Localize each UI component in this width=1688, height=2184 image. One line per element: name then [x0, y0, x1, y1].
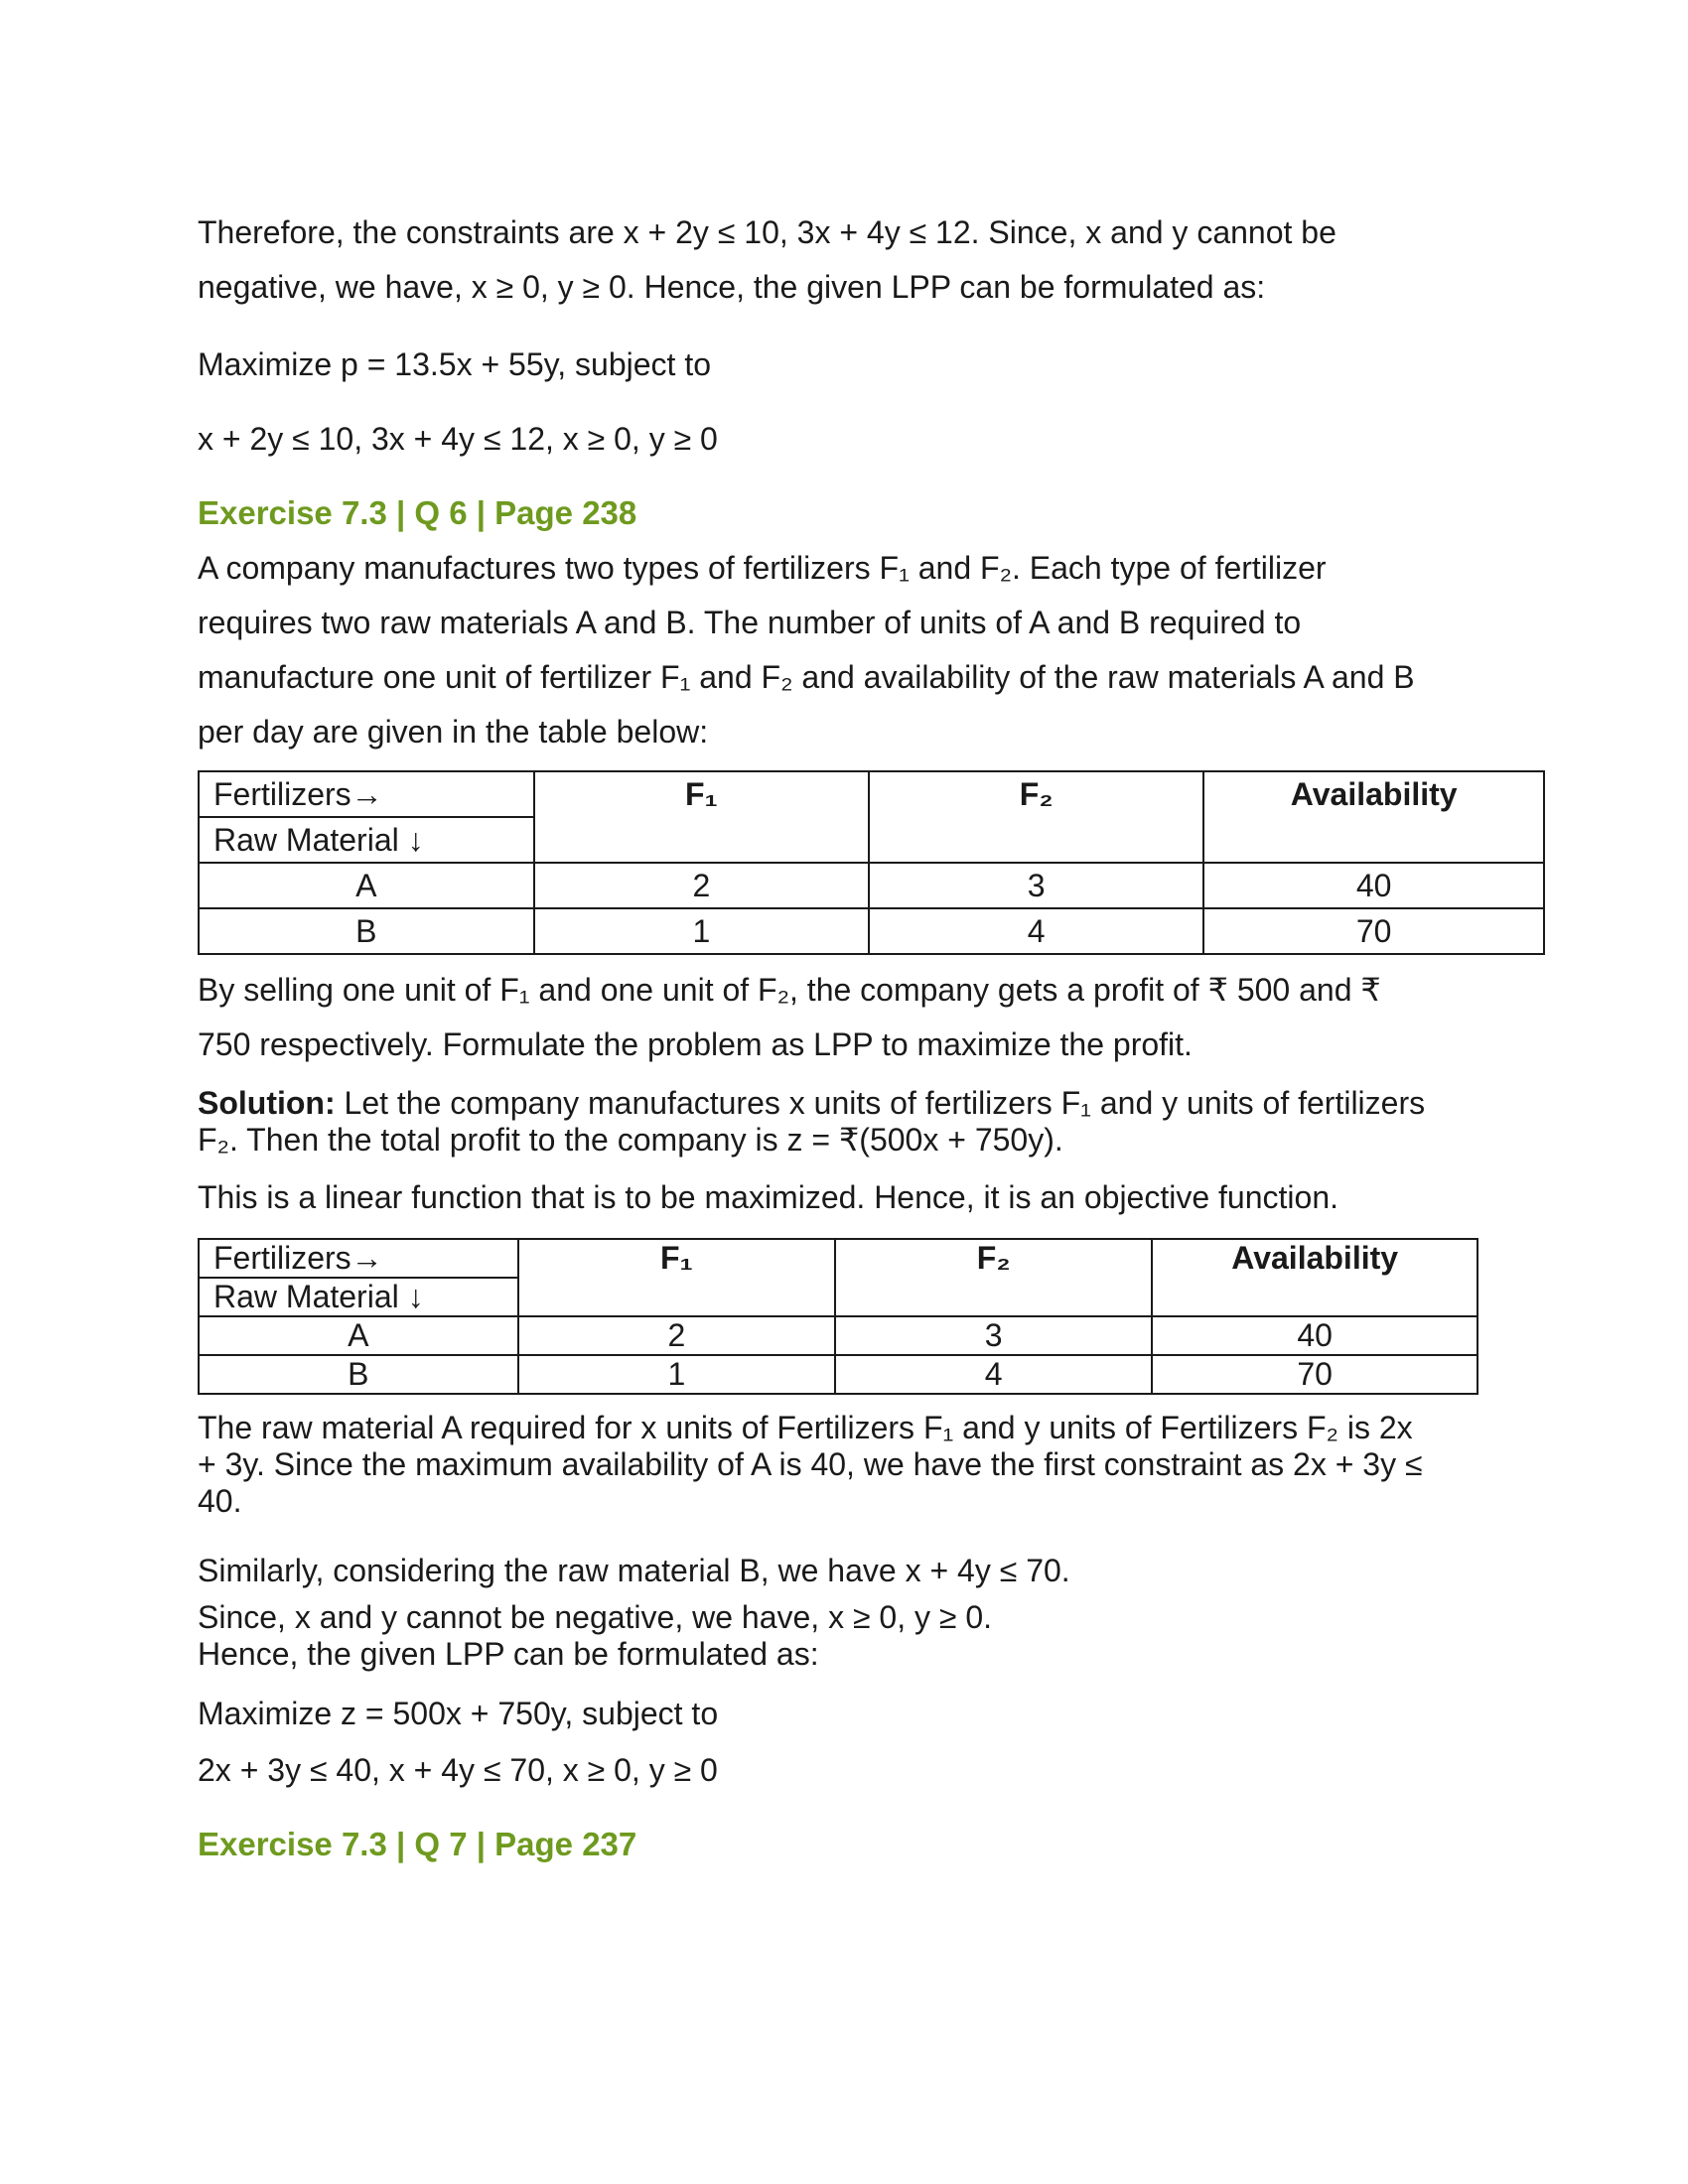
- exercise-heading-q7: Exercise 7.3 | Q 7 | Page 237: [198, 1826, 637, 1862]
- fertilizer-table-1: [198, 770, 1545, 955]
- intro-paragraph: [198, 205, 1548, 315]
- table-row: [199, 1355, 1477, 1394]
- constraint-a-line-2: + 3y. Since the maximum availability of A is 40, we have the first constraint as 2x + 3y ≤: [198, 1446, 1423, 1482]
- solution-line-2: F₂. Then the total profit to the company is z = ₹(500x + 750y).: [198, 1122, 1063, 1158]
- intro-maximize: Maximize p = 13.5x + 55y, subject to: [198, 346, 711, 382]
- fertilizer-table-2: [198, 1238, 1478, 1395]
- header-fertilizers: Fertilizers→: [200, 772, 533, 818]
- question-line-4: per day are given in the table below:: [198, 714, 709, 750]
- row-a-availability: 40: [1203, 863, 1544, 908]
- intro-constraints: x + 2y ≤ 10, 3x + 4y ≤ 12, x ≥ 0, y ≥ 0: [198, 421, 718, 457]
- header-f1: F₁: [534, 771, 869, 863]
- solution-label: Solution:: [198, 1085, 336, 1121]
- profit-line-1: By selling one unit of F₁ and one unit of F₂, the company gets a profit of ₹ 500 and ₹: [198, 972, 1381, 1008]
- header-f1: F₁: [518, 1239, 835, 1316]
- table-row: [199, 1316, 1477, 1355]
- solution-text-1: Let the company manufactures x units of fertilizers F₁ and y units of fertilizers: [335, 1085, 1426, 1121]
- table-corner-cell: [199, 1239, 518, 1316]
- row-a-f1: 2: [518, 1316, 835, 1355]
- final-maximize: Maximize z = 500x + 750y, subject to: [198, 1696, 719, 1731]
- question-paragraph: [198, 541, 1548, 759]
- table-header-row: [199, 1239, 1477, 1316]
- row-a-f1: 2: [534, 863, 869, 908]
- constraint-b-sentence: Similarly, considering the raw material B, we have x + 4y ≤ 70.: [198, 1553, 1070, 1588]
- row-b-availability: 70: [1203, 908, 1544, 954]
- constraint-a-paragraph: [198, 1410, 1548, 1520]
- profit-paragraph: [198, 963, 1548, 1072]
- constraint-a-line-1: The raw material A required for x units of Fertilizers F₁ and y units of Fertilizers F₂ is 2x: [198, 1410, 1413, 1445]
- constraint-a-line-3: 40.: [198, 1483, 242, 1519]
- header-fertilizers: Fertilizers→: [200, 1240, 517, 1279]
- solution-paragraph: [198, 1085, 1548, 1159]
- header-f2: F₂: [835, 1239, 1152, 1316]
- exercise-heading-q6: Exercise 7.3 | Q 6 | Page 238: [198, 494, 637, 531]
- profit-line-2: 750 respectively. Formulate the problem as LPP to maximize the profit.: [198, 1026, 1193, 1062]
- question-line-2: requires two raw materials A and B. The number of units of A and B required to: [198, 605, 1302, 640]
- header-raw-material: Raw Material ↓: [213, 822, 424, 858]
- table-row: [199, 908, 1544, 954]
- question-line-3: manufacture one unit of fertilizer F₁ and F₂ and availability of the raw materials A and B: [198, 659, 1415, 695]
- table-header-row: [199, 771, 1544, 863]
- question-line-1: A company manufactures two types of fertilizers F₁ and F₂. Each type of fertilizer: [198, 550, 1327, 586]
- row-a-availability: 40: [1152, 1316, 1477, 1355]
- intro-line-2: negative, we have, x ≥ 0, y ≥ 0. Hence, the given LPP can be formulated as:: [198, 269, 1266, 305]
- row-a-material: A: [199, 863, 534, 908]
- row-b-availability: 70: [1152, 1355, 1477, 1394]
- nonnegativity-paragraph: [198, 1599, 1548, 1673]
- row-b-material: B: [199, 908, 534, 954]
- table-row: [199, 863, 1544, 908]
- row-b-f2: 4: [869, 908, 1203, 954]
- row-a-material: A: [199, 1316, 518, 1355]
- row-b-f2: 4: [835, 1355, 1152, 1394]
- row-b-material: B: [199, 1355, 518, 1394]
- header-raw-material: Raw Material ↓: [213, 1279, 424, 1314]
- row-a-f2: 3: [835, 1316, 1152, 1355]
- final-constraints: 2x + 3y ≤ 40, x + 4y ≤ 70, x ≥ 0, y ≥ 0: [198, 1752, 718, 1788]
- header-availability: Availability: [1152, 1239, 1477, 1316]
- row-a-f2: 3: [869, 863, 1203, 908]
- header-f2: F₂: [869, 771, 1203, 863]
- table-corner-cell: [199, 771, 534, 863]
- row-b-f1: 1: [534, 908, 869, 954]
- objective-sentence: This is a linear function that is to be maximized. Hence, it is an objective function.: [198, 1179, 1338, 1215]
- nonnegativity-line-1: Since, x and y cannot be negative, we have, x ≥ 0, y ≥ 0.: [198, 1599, 993, 1635]
- nonnegativity-line-2: Hence, the given LPP can be formulated as:: [198, 1636, 819, 1672]
- header-availability: Availability: [1203, 771, 1544, 863]
- intro-line-1: Therefore, the constraints are x + 2y ≤ 10, 3x + 4y ≤ 12. Since, x and y cannot be: [198, 214, 1336, 250]
- row-b-f1: 1: [518, 1355, 835, 1394]
- solution-line-1: [198, 1085, 1548, 1122]
